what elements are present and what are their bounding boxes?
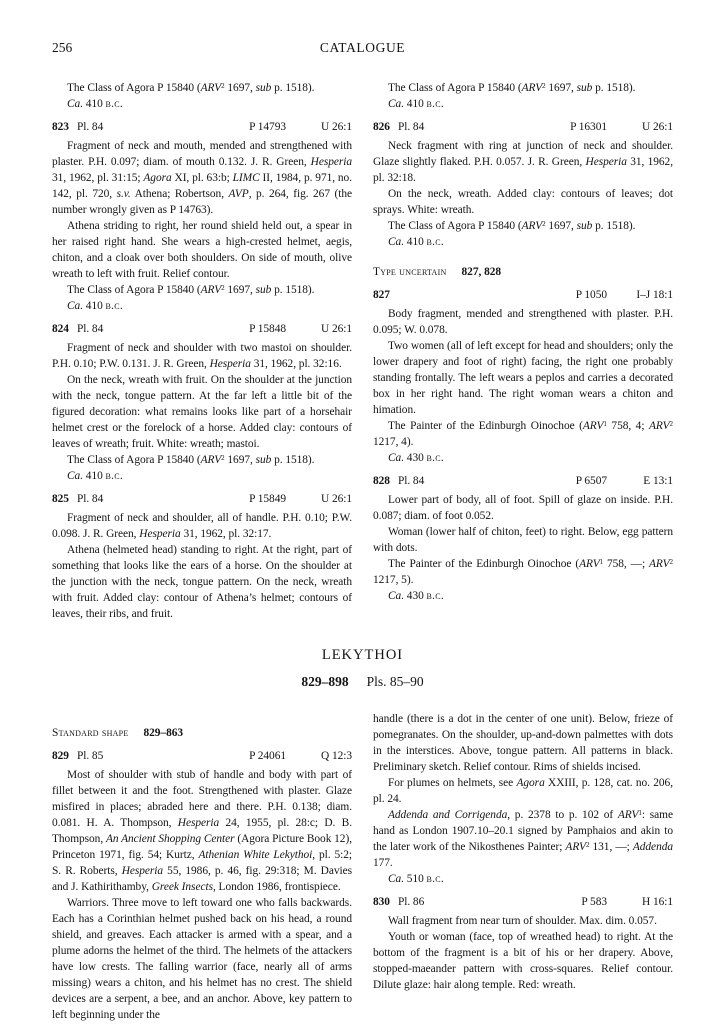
entry-inventory-number: P 14793 [249,121,286,133]
attribution-line: The Class of Agora P 15840 (ARV$^2$ 1697, sub p. 1518). [388,220,636,232]
subsection-heading [373,264,673,280]
attribution-line: Ca. 410 b.c. [388,98,444,110]
entry-header-826 [373,119,673,135]
entry-number: 826 [373,121,390,133]
entry-number: 827 [373,289,390,301]
entry-deposit-grid: H 16:1 [641,896,673,908]
entry-header-830 [373,894,673,910]
entry-header-829 [52,748,352,764]
entry-number: 830 [373,896,390,908]
subsection-label: Type uncertain [373,266,447,278]
subsection-range: 827, 828 [461,266,501,278]
section-catalog-range: 829–898 [301,674,349,689]
entry-number: 824 [52,323,69,335]
page-number: 256 [52,40,73,55]
attribution-line: The Class of Agora P 15840 (ARV$^2$ 1697, sub p. 1518). [388,82,636,94]
entry-number: 829 [52,750,69,762]
attribution-line: Ca. 430 b.c. [388,590,444,602]
catalog-paragraph: Athena striding to right, her round shield held out, a spear in her raised right hand. She wears a high-crested helmet, aegis, chiton, and a cloak over both shoulders. On side of mouth, olive wreath to left with fruit. Relief contour. [52,220,352,280]
attribution-line: Ca. 410 b.c. [67,470,123,482]
entries-region-top [52,80,673,622]
entry-plate-ref: Pl. 84 [397,121,425,133]
entry-deposit-grid: Q 12:3 [320,750,352,762]
catalog-paragraph: Lower part of body, all of foot. Spill of glaze on inside. P.H. 0.087; diam. of foot 0.052. [373,494,673,522]
attribution-line: The Painter of the Edinburgh Oinochoe (ARV$^1$ 758, 4; ARV$^2$ 1217, 4). [373,420,673,448]
subsection-label: Standard shape [52,727,129,739]
entry-header-828 [373,473,673,489]
entry-header-827 [373,287,673,303]
catalog-paragraph: Addenda and Corrigenda, p. 2378 to p. 102 of ARV$^1$: same hand as London 1907.10–20.1 signed by Pamphaios and akin to the later work of the Nikosthenes Painter; ARV$^2$ 131, —; Addenda 177. [373,809,673,869]
attribution-line: Ca. 410 b.c. [67,300,123,312]
catalog-paragraph: Athena (helmeted head) standing to right. At the right, part of something that looks like the ears of a horse. On the shoulder at the junction with the neck, tongue pattern. On the neck, wreath with fruit. Added clay: contour of Athena’s helmet; contours of leaves, their ribs, and fruit. [52,544,352,620]
entry-header-823 [52,119,352,135]
entry-inventory-number: P 6507 [575,475,607,487]
entry-inventory-number: P 15848 [249,323,286,335]
subsection-heading [52,725,352,741]
text-column-right-bottom [373,711,673,1023]
entry-plate-ref: Pl. 84 [76,323,104,335]
entry-plate-ref: Pl. 84 [76,493,104,505]
entry-number: 828 [373,475,390,487]
catalog-paragraph: Two women (all of left except for head and shoulders; only the lower drapery and foot of right) facing, the right one probably standing frontally. The left wears a peplos and carries a decorated box in her right hand. The right woman wears a chiton and himation. [373,340,673,416]
catalog-paragraph: For plumes on helmets, see Agora XXIII, p. 128, cat. no. 206, pl. 24. [373,777,673,805]
section-subtitle [52,674,673,690]
entry-inventory-number: P 15849 [249,493,286,505]
catalog-paragraph: Warriors. Three move to left toward one who falls backwards. Each has a Corinthian helmet pushed back on his head, a round shield, and greaves. Each attacker is armed with a spear, and a plume adorns the helmet of the third. The helmets of the attackers have low crests. The falling warrior (face, nearly all of arms missing) wears a chiton, and his helmet has no crest. The shield devices are a serpent, a bee, and an anchor. Above, key pattern to left beginning under the [52,897,352,1021]
running-head: CATALOGUE [319,40,406,55]
catalog-paragraph: Most of shoulder with stub of handle and body with part of fillet between it and the foot. Strengthened with plaster. Glaze misfired in places; abraded here and there. P.H. 0.138; diam. 0.081. H. A. Thompson, Hesperia 24, 1955, pl. 28:c; D. B. Thompson, An Ancient Shopping Center (Agora Picture Book 12), Princeton 1971, fig. 54; Kurtz, Athenian White Lekythoi, pl. 5:2; S. R. Roberts, Hesperia 55, 1986, p. 46, fig. 29:318; M. Davies and J. Kathirithamby, Greek Insects, London 1986, frontispiece. [52,769,353,893]
catalog-paragraph: Youth or woman (face, top of wreathed head) to right. At the bottom of the fragment is a bit of his or her drapery. Above, stopped-maeander pattern with cross-squares. Relief contour. Dilute glaze: hair along temple. Red: wreath. [373,931,673,991]
catalog-paragraph: Wall fragment from near turn of shoulder. Max. dim. 0.057. [388,915,657,927]
entry-header-824 [52,321,352,337]
entry-deposit-grid: E 13:1 [643,475,673,487]
entry-plate-ref: Pl. 85 [76,750,104,762]
entry-deposit-grid: U 26:1 [320,323,352,335]
attribution-line: The Painter of the Edinburgh Oinochoe (ARV$^1$ 758, —; ARV$^2$ 1217, 5). [373,558,673,586]
catalog-paragraph: Fragment of neck and shoulder, all of handle. P.H. 0.10; P.W. 0.098. J. R. Green, Hesperia 31, 1962, pl. 32:17. [52,512,352,540]
entry-number: 825 [52,493,69,505]
catalog-paragraph: Woman (lower half of chiton, feet) to right. Below, egg pattern with dots. [373,526,673,554]
text-column-right [373,80,673,622]
entry-deposit-grid: U 26:1 [320,121,352,133]
entry-plate-ref: Pl. 86 [397,896,425,908]
catalog-paragraph: Neck fragment with ring at junction of neck and shoulder. Glaze slightly flaked. P.H. 0.057. J. R. Green, Hesperia 31, 1962, pl. 32:18. [373,140,673,184]
attribution-line: Ca. 510 b.c. [388,873,444,885]
attribution-line: Ca. 430 b.c. [388,452,444,464]
text-column-left [52,80,352,622]
subsection-range: 829–863 [143,727,184,739]
entry-inventory-number: P 16301 [570,121,607,133]
catalog-paragraph: Fragment of neck and shoulder with two mastoi on shoulder. P.H. 0.10; P.W. 0.131. J. R. Green, Hesperia 31, 1962, pl. 32:16. [52,342,352,370]
catalog-paragraph: handle (there is a dot in the center of one unit). Below, frieze of pomegranates. On the shoulder, up-and-down palmettes with dots in the interstices. Above, tongue pattern. All patterns in black. Preliminary sketch. Relief contour. Rims of shields incised. [373,713,673,773]
entry-plate-ref: Pl. 84 [397,475,425,487]
section-plates: Pls. 85–90 [366,674,424,689]
section-heading [52,647,673,690]
attribution-line: The Class of Agora P 15840 (ARV$^2$ 1697, sub p. 1518). [67,454,315,466]
entry-inventory-number: P 24061 [249,750,286,762]
section-title: LEKYTHOI [321,647,404,663]
attribution-line: The Class of Agora P 15840 (ARV$^2$ 1697, sub p. 1518). [67,284,315,296]
attribution-line: The Class of Agora P 15840 (ARV$^2$ 1697, sub p. 1518). [67,82,315,94]
entry-inventory-number: P 583 [581,896,607,908]
catalog-paragraph: Fragment of neck and mouth, mended and strengthened with plaster. P.H. 0.097; diam. of mouth 0.132. J. R. Green, Hesperia 31, 1962, pl. 31:15; Agora XI, pl. 63:b; LIMC II, 1984, p. 971, no. 142, pl. 720, s.v. Athena; Robertson, AVP, p. 264, fig. 267 (the number wrongly given as P 14763). [52,140,353,216]
entry-number: 823 [52,121,69,133]
catalog-paragraph: On the neck, wreath with fruit. On the shoulder at the junction with the neck, tongue pattern. At the far left a little bit of the figured decoration: what remains looks like part of a horsehair helmet crest or the forelock of a horse. Added clay: contours of leaves of wreath; fruit. White: wreath; mastoi. [52,374,352,450]
entry-plate-ref: Pl. 84 [76,121,104,133]
entry-deposit-grid: U 26:1 [641,121,673,133]
page-header [52,40,673,57]
catalog-paragraph: Body fragment, mended and strengthened with plaster. P.H. 0.095; W. 0.078. [373,308,673,336]
attribution-line: Ca. 410 b.c. [388,236,444,248]
entries-region-bottom [52,711,673,1023]
entry-inventory-number: P 1050 [575,289,607,301]
entry-deposit-grid: I–J 18:1 [636,289,673,301]
entry-header-825 [52,491,352,507]
attribution-line: Ca. 410 b.c. [67,98,123,110]
text-column-left-bottom [52,711,352,1023]
entry-deposit-grid: U 26:1 [320,493,352,505]
catalog-paragraph: On the neck, wreath. Added clay: contours of leaves; dot sprays. White: wreath. [373,188,673,216]
